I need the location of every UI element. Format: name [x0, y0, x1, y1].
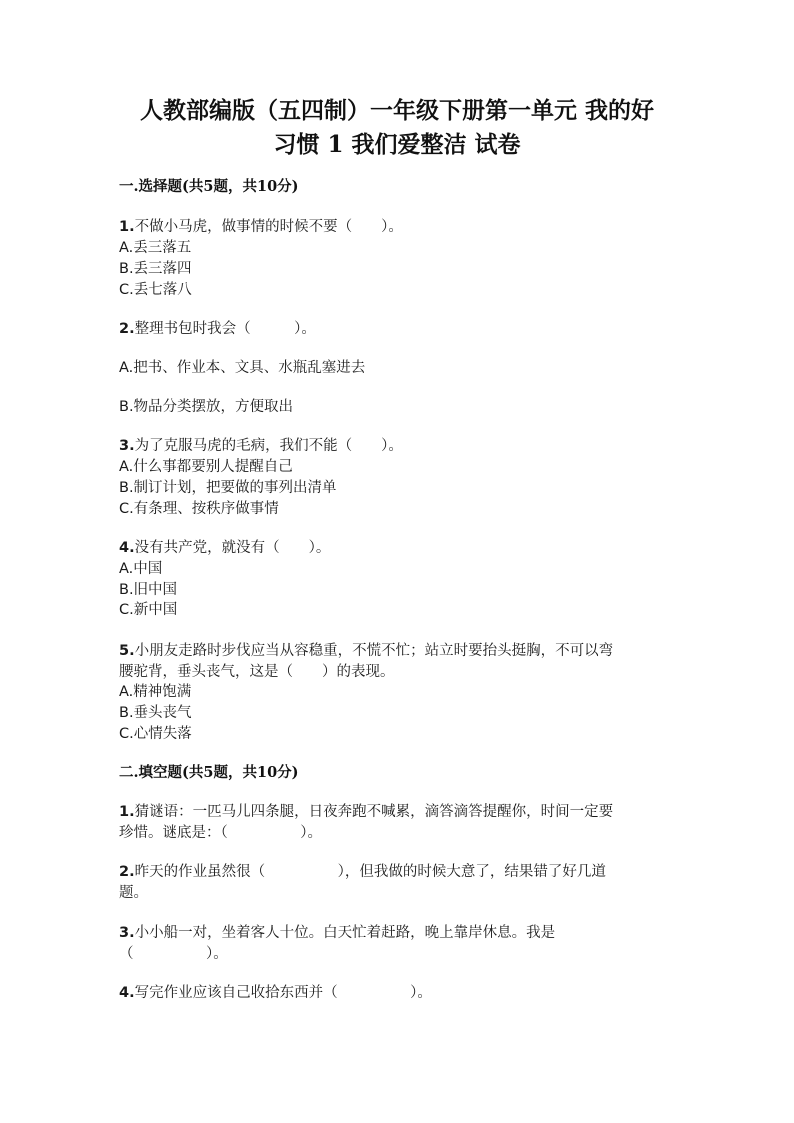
question-number: 3. — [119, 925, 135, 941]
question-4 — [119, 538, 679, 559]
question-number: 4. — [119, 985, 135, 1001]
question-2 — [119, 319, 679, 340]
question-text-line-2: （ ）。 — [119, 945, 228, 962]
question-text-line-1: 小朋友走路时步伐应当从容稳重，不慌不忙；站立时要抬头挺胸，不可以弯 — [134, 643, 614, 659]
question-text-line-2: 腰驼背，垂头丧气，这是（ ）的表现。 — [119, 663, 395, 680]
fill-question-3 — [119, 923, 679, 964]
fill-question-1 — [119, 802, 679, 843]
option-a: A.精神饱满 — [119, 684, 192, 700]
question-number: 1. — [119, 219, 135, 235]
option-b: B.旧中国 — [119, 582, 178, 598]
question-text: 整理书包时我会（ ）。 — [134, 321, 316, 337]
fill-question-2 — [119, 862, 679, 903]
question-number: 2. — [119, 321, 135, 337]
title-line-1: 人教部编版（五四制）一年级下册第一单元 我的好 — [139, 97, 654, 124]
option-b: B.物品分类摆放，方便取出 — [119, 399, 294, 415]
option-a: A.中国 — [119, 561, 163, 577]
fill-question-4 — [119, 983, 679, 1004]
question-number: 2. — [119, 864, 135, 880]
option-b: B.制订计划，把要做的事列出清单 — [119, 480, 337, 496]
option-c: C.心情失落 — [119, 726, 192, 742]
option-a: A.把书、作业本、文具、水瓶乱塞进去 — [119, 360, 366, 376]
question-number: 4. — [119, 540, 135, 556]
question-text: 不做小马虎，做事情的时候不要（ ）。 — [134, 219, 403, 235]
question-text-line-2: 珍惜。谜底是：（ ）。 — [119, 824, 322, 841]
question-text: 没有共产党，就没有（ ）。 — [134, 540, 331, 556]
question-3 — [119, 436, 679, 457]
title-line-2: 习惯 1 我们爱整洁 试卷 — [273, 131, 521, 158]
section-heading-fill: 二.填空题(共5题，共10分) — [119, 764, 299, 781]
question-text-line-1: 小小船一对，坐着客人十位。白天忙着赶路，晚上靠岸休息。我是 — [134, 925, 556, 941]
question-number: 1. — [119, 804, 135, 820]
question-1 — [119, 217, 679, 238]
section-heading-choice: 一.选择题(共5题，共10分) — [119, 178, 299, 195]
option-b: B.丢三落四 — [119, 261, 192, 277]
option-c: C.有条理、按秩序做事情 — [119, 501, 279, 517]
question-text-line-1: 昨天的作业虽然很（ ），但我做的时候大意了，结果错了好几道 — [134, 864, 606, 880]
question-5 — [119, 641, 679, 682]
question-number: 3. — [119, 438, 135, 454]
question-number: 5. — [119, 643, 135, 659]
option-c: C.丢七落八 — [119, 282, 192, 298]
question-text-line-1: 猜谜语：一匹马儿四条腿，日夜奔跑不喊累，滴答滴答提醒你，时间一定要 — [134, 804, 614, 820]
page-title — [100, 94, 694, 162]
question-text-line-2: 题。 — [119, 884, 148, 901]
option-a: A.什么事都要别人提醒自己 — [119, 459, 293, 475]
option-a: A.丢三落五 — [119, 240, 192, 256]
question-text: 为了克服马虎的毛病，我们不能（ ）。 — [134, 438, 403, 454]
option-c: C.新中国 — [119, 602, 178, 618]
option-b: B.垂头丧气 — [119, 705, 192, 721]
question-text: 写完作业应该自己收拾东西并（ ）。 — [134, 985, 432, 1001]
